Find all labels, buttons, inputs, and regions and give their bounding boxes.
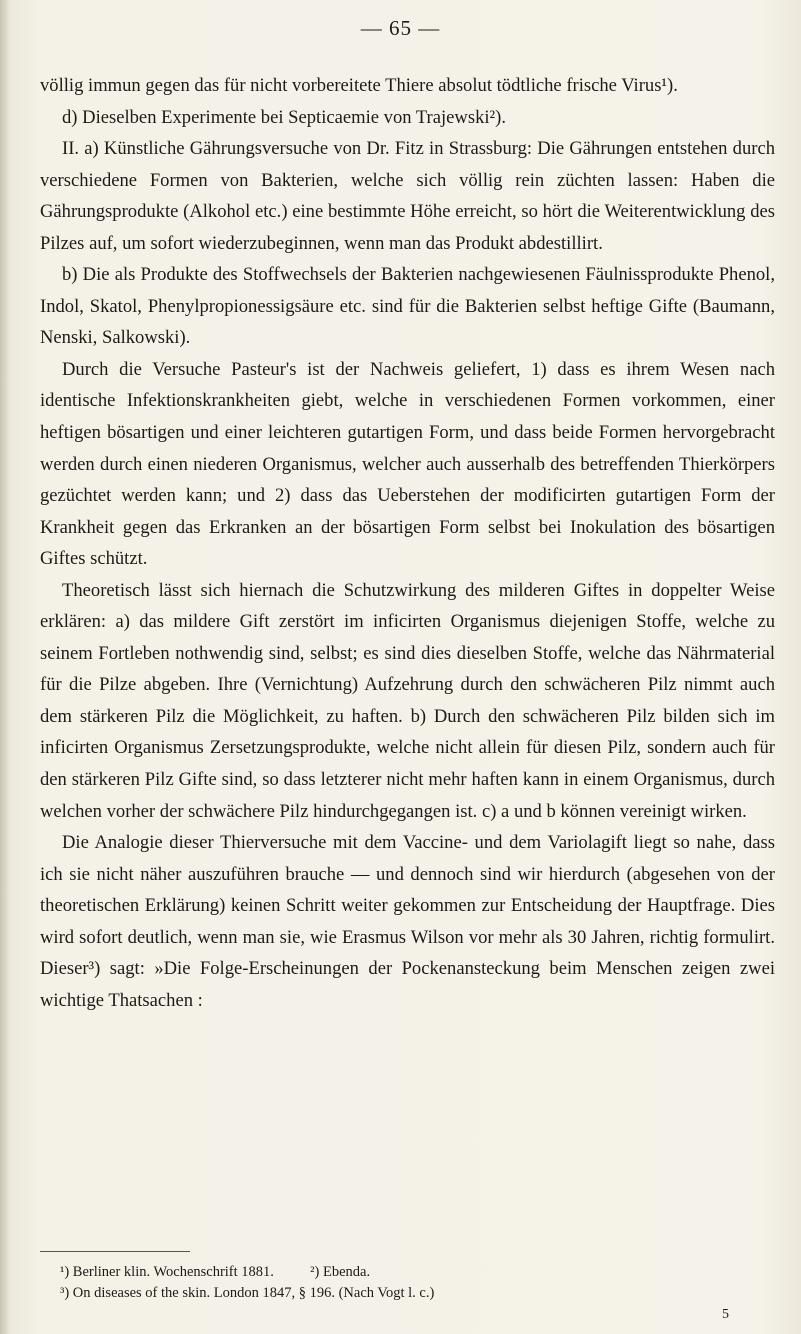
footnote-rule [40,1251,190,1252]
footnote: ¹) Berliner klin. Wochenschrift 1881. ²) Ebenda. [60,1264,371,1280]
page-number: — 65 — [360,16,441,40]
body-text [40,70,775,1016]
paragraph: II. a) Künstliche Gährungsversuche von Dr. Fitz in Strassburg: Die Gährungen entstehen durch verschiedene Formen von Bakterien, welche sich völlig rein züchten lassen: Haben die Gährungsprodukte (Alkohol etc.) eine bestimmte Höhe erreicht, so hört die Weiterentwicklung des Pilzes auf, um sofort wiederzubeginnen, wenn man das Produkt abdestillirt. [40,138,775,254]
paragraph: Theoretisch lässt sich hiernach die Schutzwirkung des milderen Giftes in doppelter Weise erklären: a) das mildere Gift zerstört im inficirten Organismus diejenigen Stoffe, welche zu seinem Fortleben nothwendig sind, selbst; es sind dies dieselben Stoffe, welche das Nährmaterial für die Pilze abgeben. Ihre (Vernichtung) Aufzehrung durch den schwächeren Pilz nimmt auch dem stärkeren Pilz die Möglichkeit, zu haften. b) Durch den schwächeren Pilz bilden sich im inficirten Organismus Zersetzungsprodukte, welche nicht allein für diesen Pilz, sondern auch für den stärkeren Pilz Gifte sind, so dass letzterer nicht mehr haften kann in einem Organismus, durch welchen vorher der schwächere Pilz hindurchgegangen ist. c) a und b können vereinigt wirken. [40,579,775,822]
paragraph: Die Analogie dieser Thierversuche mit dem Vaccine- und dem Variolagift liegt so nahe, dass ich sie nicht näher auszuführen brauche — und dennoch sind wir hierdurch (abgesehen von der theoretischen Erklärung) keinen Schritt weiter gekommen zur Entscheidung der Hauptfrage. Dies wird sofort deutlich, wenn man sie, wie Erasmus Wilson vor mehr als 30 Jahren, richtig formulirt. Dieser³) sagt: »Die Folge-Erscheinungen der Pockenansteckung beim Menschen zeigen zwei wichtige Thatsachen : [40,832,775,1011]
paragraph: b) Die als Produkte des Stoffwechsels der Bakterien nachgewiesenen Fäulnissprodukte Phenol, Indol, Skatol, Phenylpropionessigsäure etc. sind für die Bakterien selbst heftige Gifte (Baumann, Nenski, Salkowski). [40,264,775,349]
signature-mark: 5 [722,1307,729,1322]
footnote: ³) On diseases of the skin. London 1847, § 196. (Nach Vogt l. c.) [60,1285,435,1301]
page-edge-shadow [0,0,10,1334]
paragraph: Durch die Versuche Pasteur's ist der Nachweis geliefert, 1) dass es ihrem Wesen nach identische Infektionskrankheiten giebt, welche in verschiedenen Formen vorkommen, einer heftigen bösartigen und einer leichteren gutartigen Form, und dass beide Formen hervorgebracht werden durch einen niederen Organismus, welcher auch ausserhalb des betreffenden Thierkörpers gezüchtet werden kann; und 2) dass das Ueberstehen der modificirten gutartigen Form der Krankheit gegen das Erkranken an der bösartigen Form selbst bei Inokulation des bösartigen Giftes schützt. [40,358,775,570]
footnotes [40,1262,760,1304]
paragraph: d) Dieselben Experimente bei Septicaemie von Trajewski²). [62,106,506,128]
paragraph: völlig immun gegen das für nicht vorbereitete Thiere absolut tödtliche frische Virus¹). [40,75,678,96]
